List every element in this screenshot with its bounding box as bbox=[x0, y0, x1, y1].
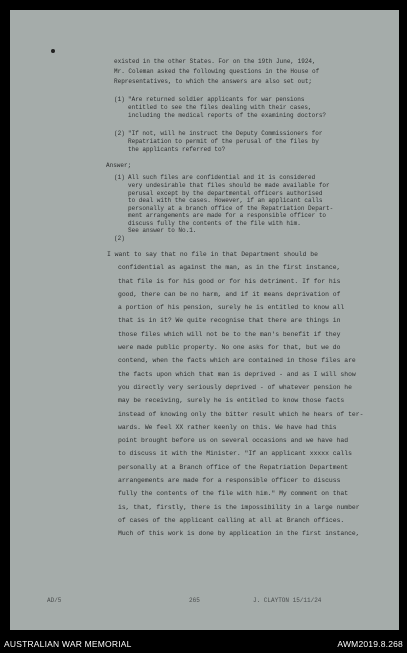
text-line: confidential as against the man, as in the first instance, bbox=[118, 264, 341, 272]
text-line: to discuss it with the Minister. "If an applicant xxxxx calls bbox=[118, 450, 352, 458]
text-line: point brought before us on several occasions and we have had bbox=[118, 437, 349, 445]
text-line: All such files are confidential and it is considered bbox=[128, 174, 316, 181]
text-line: the facts upon which that man is deprived - and as I will show bbox=[118, 370, 356, 378]
text-line: personally at a branch office of the Repatriation Depart- bbox=[128, 204, 334, 212]
text-line: that file is for his good or for his detriment. If for his bbox=[118, 277, 341, 285]
text-line: Mr. Coleman asked the following questions in the House of bbox=[114, 68, 320, 75]
text-line: a portion of his pension, surely he is entitled to know all bbox=[118, 304, 345, 312]
question-2 bbox=[92, 129, 377, 153]
answer-number: (1) bbox=[114, 174, 125, 181]
intro-paragraph bbox=[92, 57, 377, 87]
text-line: "Are returned soldier applicants for war pensions bbox=[128, 96, 305, 103]
text-line: Representatives, to which the answers are also set out; bbox=[114, 78, 313, 85]
text-line: See answer to No.1. bbox=[128, 227, 197, 234]
text-line: discuss fully the contents of the file with him. bbox=[128, 219, 301, 227]
text-line: existed in the other States. For on the 19th June, 1924, bbox=[114, 58, 316, 65]
text-line: the applicants referred to? bbox=[128, 145, 226, 153]
text-line: personally at a Branch office of the Repatriation Department bbox=[118, 463, 349, 471]
document-body-text bbox=[107, 248, 388, 541]
text-line: wards. We feel XX rather keenly on this. We have had this bbox=[118, 423, 337, 431]
text-line: ment arrangements are made for a responsible officer to bbox=[128, 212, 327, 219]
text-line: that is in it? We quite recognise that there are things in bbox=[118, 317, 341, 325]
punch-hole bbox=[51, 49, 55, 53]
question-number: (2) bbox=[114, 130, 125, 137]
text-line: entitled to see the files dealing with their cases, bbox=[128, 104, 312, 111]
text-line: including the medical reports of the examining doctors? bbox=[128, 111, 327, 119]
text-line: instead of knowing only the bitter result which he hears of ter- bbox=[118, 410, 364, 418]
text-line: good, there can be no harm, and if it means deprivation of bbox=[118, 290, 341, 298]
footer-signature: J. CLAYTON 15/11/24 bbox=[253, 597, 322, 604]
text-line: Much of this work is done by application in the first instance, bbox=[118, 530, 360, 538]
text-line: is, that, firstly, there is the impossibility in a large number bbox=[118, 503, 360, 511]
text-line: those files which will not be to the man's benefit if they bbox=[118, 330, 341, 338]
text-line: fully the contents of the file with him." My comment on that bbox=[118, 490, 349, 498]
text-line: of cases of the applicant calling at all at Branch offices. bbox=[118, 516, 345, 524]
text-line: very undesirable that files should be made available for bbox=[128, 182, 330, 189]
question-number: (1) bbox=[114, 96, 125, 103]
footer-reference: AD/5 bbox=[47, 597, 62, 604]
text-line: you directly very seriously deprived - of whatever pension he bbox=[118, 383, 352, 391]
text-line: arrangements are made for a responsible officer to discuss bbox=[118, 477, 341, 485]
text-line: to deal with the cases. However, if an applicant calls bbox=[128, 197, 323, 204]
answer-label: Answer; bbox=[106, 162, 132, 169]
caption-institution: AUSTRALIAN WAR MEMORIAL bbox=[4, 639, 132, 649]
text-line: "If not, will he instruct the Deputy Commissioners for bbox=[128, 130, 323, 137]
text-line: may be receiving, surely he is entitled to know those facts bbox=[118, 397, 345, 405]
text-line: I want to say that no file in that Department should be bbox=[107, 251, 318, 258]
caption-accession-number: AWM2019.8.268 bbox=[337, 639, 403, 649]
text-line: perusal except by the departmental officers authorised bbox=[128, 189, 323, 197]
answer-number: (2) bbox=[114, 234, 125, 242]
document-upper-text bbox=[92, 57, 377, 242]
footer-page-number: 265 bbox=[189, 597, 200, 604]
question-1 bbox=[92, 95, 377, 119]
text-line: were made public property. No one asks for that, but we do bbox=[118, 344, 341, 352]
text-line: Repatriation to permit of the perusal of the files by bbox=[128, 138, 319, 145]
answer-1 bbox=[92, 173, 377, 235]
text-line: contend, when the facts which are contained in those files are bbox=[118, 357, 356, 365]
